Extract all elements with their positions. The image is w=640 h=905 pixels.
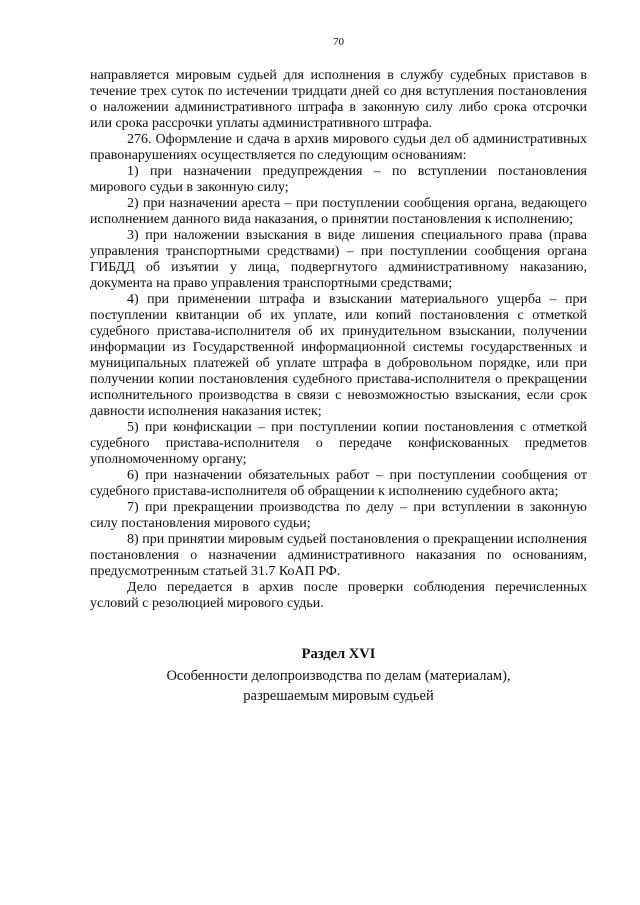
paragraph-continuation: направляется мировым судьей для исполнения в службу судебных приставов в течение трех суток по истечении тридцати дней со дня вступления постановления о наложении административного штрафа в законную силу либо срока отсрочки или срока рассрочки уплаты административного штрафа. (90, 68, 587, 131)
list-item-5: 5) при конфискации – при поступлении копии постановления с отметкой судебного пристава-исполнителя о передаче конфискованных предметов уполномоченному органу; (90, 420, 587, 467)
list-item-3: 3) при наложении взыскания в виде лишения специального права (права управления транспортными средствами) – при поступлении сообщения органа ГИБДД об изъятии у лица, подвергнутого административному наказанию, документа на право управления транспортными средствами; (90, 228, 587, 291)
section-subtitle (90, 666, 587, 706)
list-item-8: 8) при принятии мировым судьей постановления о прекращении исполнения постановления о назначении административного наказания по основаниям, предусмотренным статьей 31.7 КоАП РФ. (90, 532, 587, 579)
body-text (90, 68, 587, 612)
paragraph-archive-transfer: Дело передается в архив после проверки соблюдения перечисленных условий с резолюцией мирового судьи. (90, 580, 587, 611)
list-item-2: 2) при назначении ареста – при поступлении сообщения органа, ведающего исполнением данного вида наказания, о принятии постановления к исполнению; (90, 196, 587, 227)
section-title: Раздел XVI (301, 646, 376, 662)
section-subtitle-line-2: разрешаемым мировым судьей (243, 688, 434, 704)
list-item-1: 1) при назначении предупреждения – по вступлении постановления мирового судьи в законную силу; (90, 164, 587, 195)
section-subtitle-line-1: Особенности делопроизводства по делам (материалам), (166, 668, 511, 684)
list-item-4: 4) при применении штрафа и взыскании материального ущерба – при поступлении квитанции об их уплате, или копий постановления с отметкой судебного пристава-исполнителя об их принудительном взыскании, получении информации из Государственной информационной системы государственных и муниципальных платежей об уплате штрафа в добровольном порядке, или при получении копии постановления судебного пристава-исполнителя о прекращении исполнительного производства в связи с невозможностью взыскания, если срок давности исполнения наказания истек; (90, 292, 587, 419)
paragraph-276: 276. Оформление и сдача в архив мирового судьи дел об административных правонарушениях осуществляется по следующим основаниям: (90, 132, 587, 163)
list-item-6: 6) при назначении обязательных работ – при поступлении сообщения от судебного пристава-исполнителя об обращении к исполнению судебного акта; (90, 468, 587, 499)
list-item-7: 7) при прекращении производства по делу – при вступлении в законную силу постановления мирового судьи; (90, 500, 587, 531)
page-number: 70 (333, 36, 344, 48)
